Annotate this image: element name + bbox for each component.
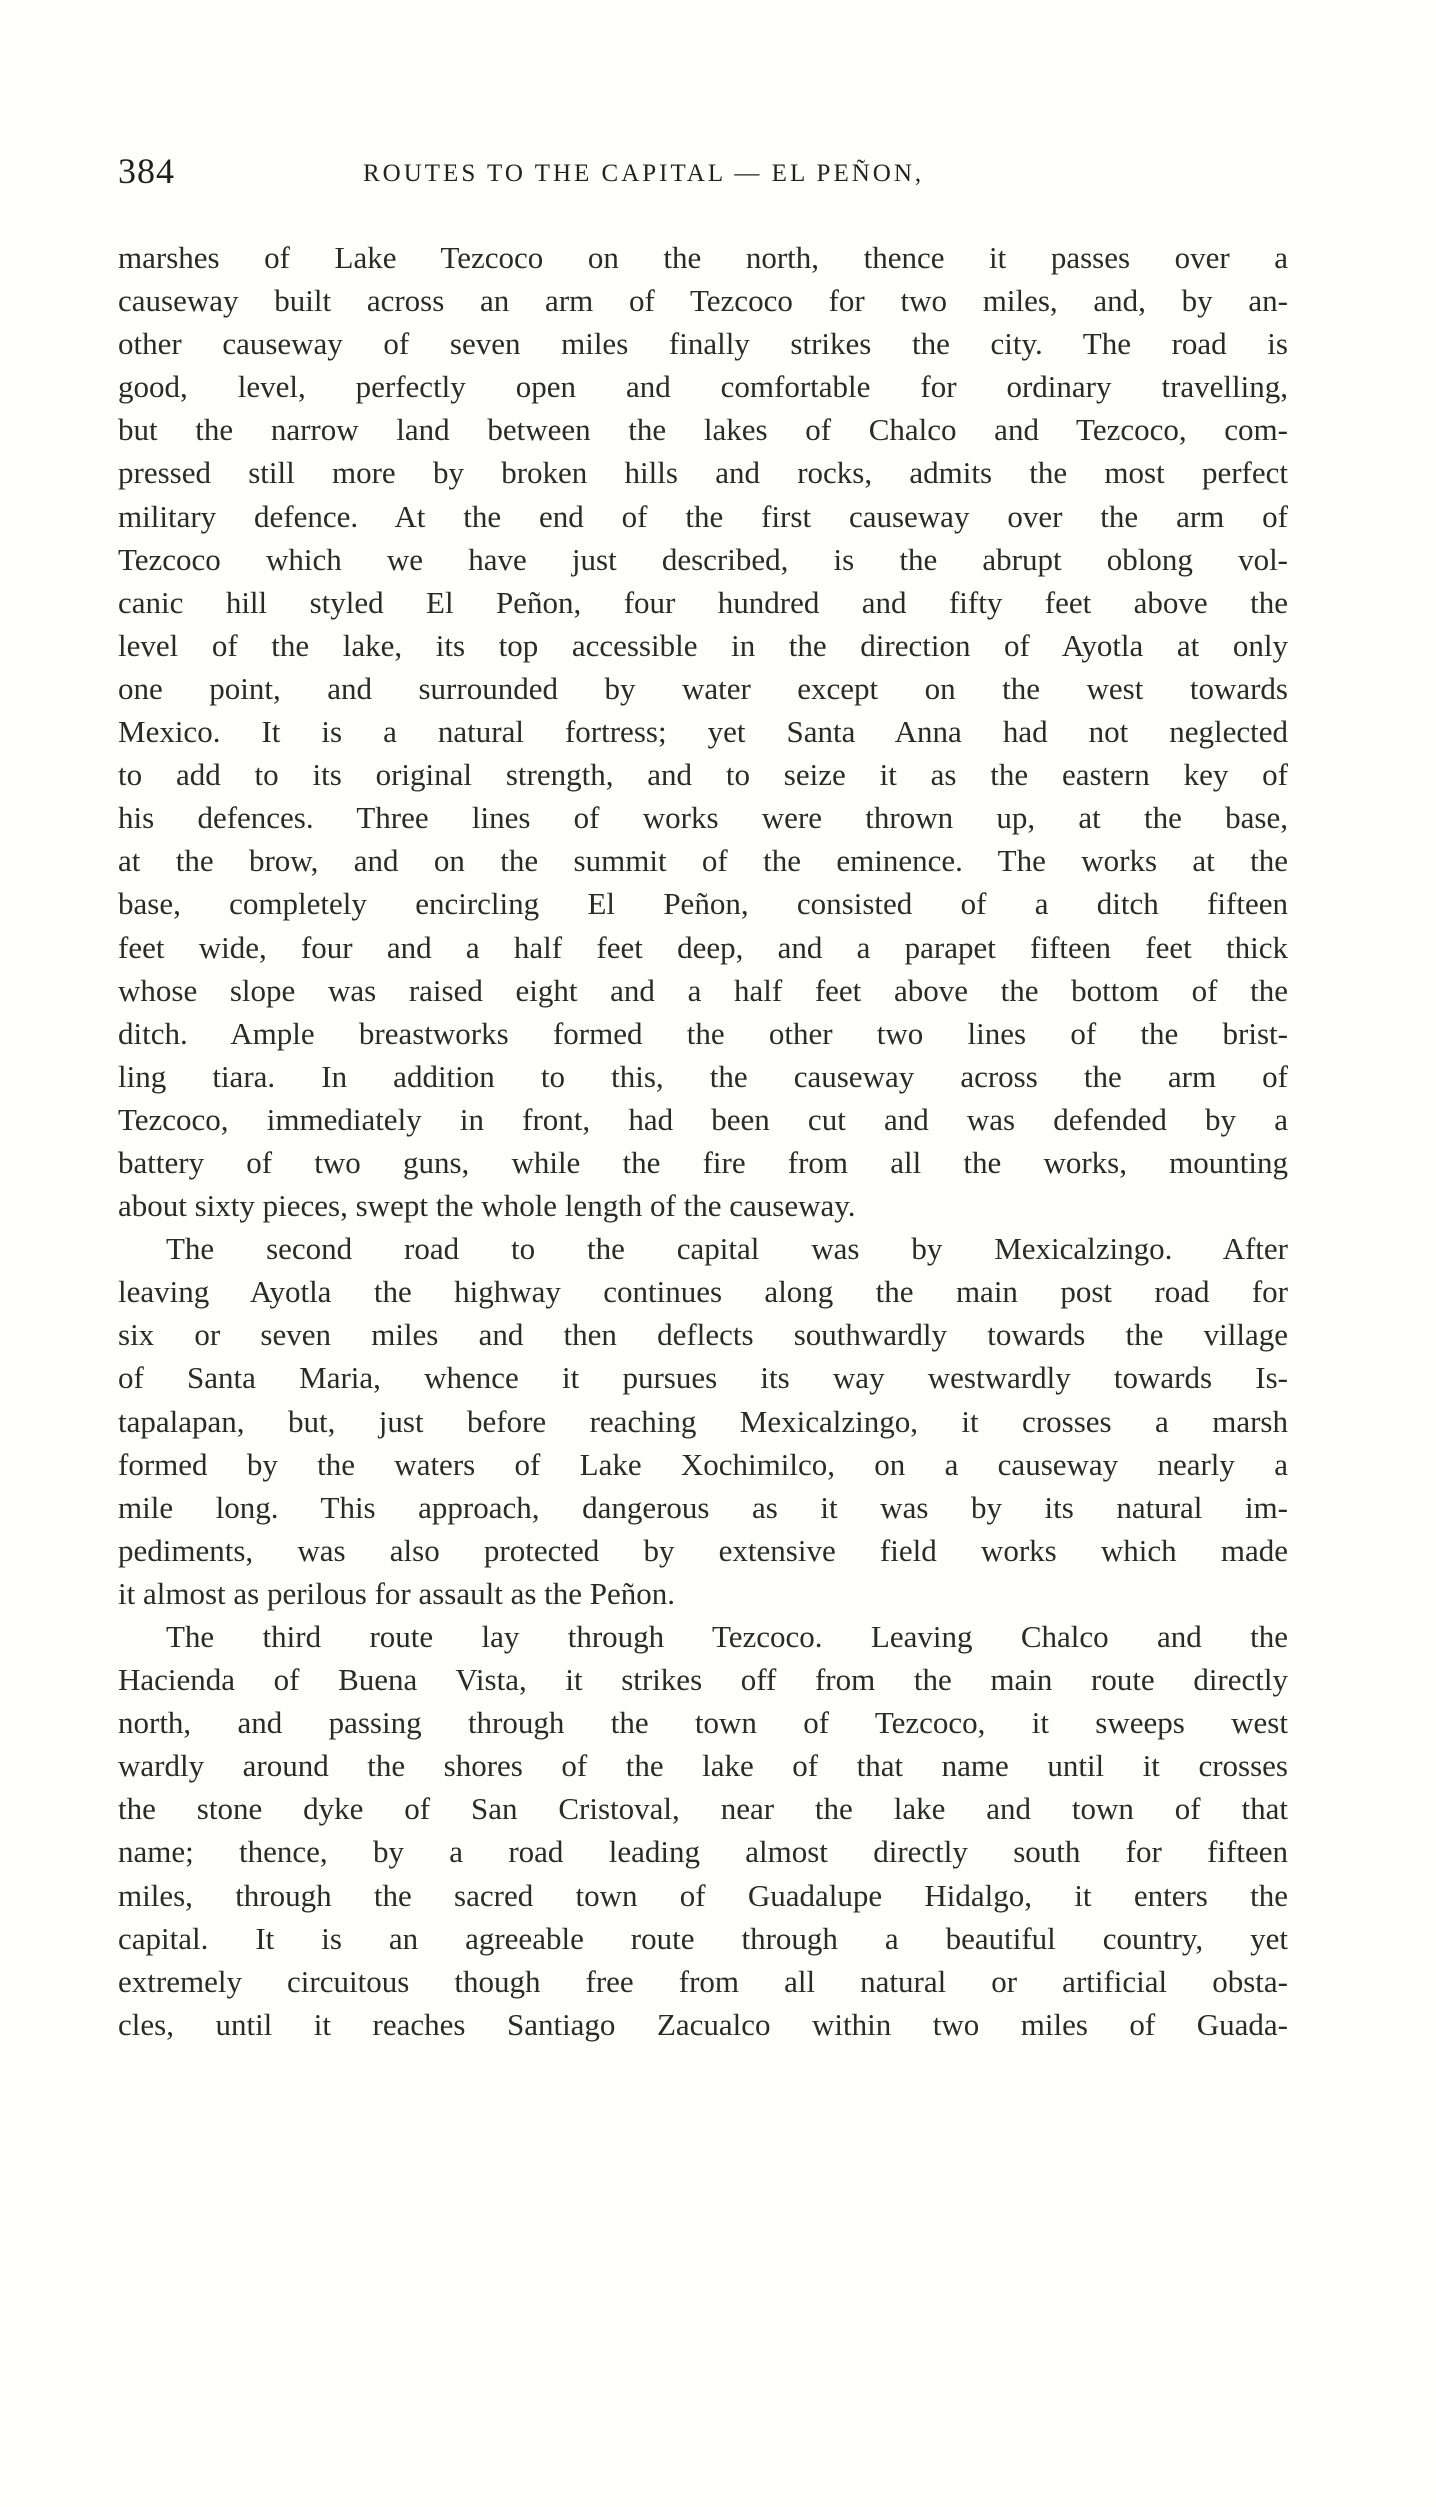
text-line: miles, through the sacred town of Guadalupe Hidalgo, it enters the <box>118 1877 1288 1913</box>
text-line: Tezcoco which we have just described, is the abrupt oblong vol- <box>118 541 1288 577</box>
text-line: extremely circuitous though free from all natural or artificial obsta- <box>118 1963 1288 1999</box>
text-line: mile long. This approach, dangerous as it was by its natural im- <box>118 1489 1288 1525</box>
text-line: ditch. Ample breastworks formed the other two lines of the brist- <box>118 1015 1288 1051</box>
text-line: leaving Ayotla the highway continues along the main post road for <box>118 1274 1288 1310</box>
text-line: it almost as perilous for assault as the Peñon. <box>118 1575 676 1611</box>
text-line: military defence. At the end of the first causeway over the arm of <box>118 498 1288 534</box>
page-number: 384 <box>118 151 175 191</box>
text-line: level of the lake, its top accessible in the direction of Ayotla at only <box>118 627 1288 663</box>
text-line: one point, and surrounded by water except on the west towards <box>118 670 1288 706</box>
page-header <box>118 150 1278 200</box>
text-line: good, level, perfectly open and comfortable for ordinary travelling, <box>118 369 1288 405</box>
text-line: canic hill styled El Peñon, four hundred and fifty feet above the <box>118 584 1288 620</box>
text-line: at the brow, and on the summit of the eminence. The works at the <box>118 843 1288 879</box>
text-line: pressed still more by broken hills and rocks, admits the most perfect <box>118 455 1288 491</box>
text-line: about sixty pieces, swept the whole length of the causeway. <box>118 1188 856 1224</box>
text-line: other causeway of seven miles finally strikes the city. The road is <box>118 326 1288 362</box>
text-line: six or seven miles and then deflects southwardly towards the village <box>118 1317 1288 1353</box>
text-line: cles, until it reaches Santiago Zacualco within two miles of Guada- <box>118 2006 1288 2042</box>
text-line: wardly around the shores of the lake of that name until it crosses <box>118 1748 1288 1784</box>
text-line: base, completely encircling El Peñon, consisted of a ditch fifteen <box>118 886 1288 922</box>
text-line: whose slope was raised eight and a half feet above the bottom of the <box>118 972 1288 1008</box>
text-line: causeway built across an arm of Tezcoco for two miles, and, by an- <box>118 283 1288 319</box>
text-line: Hacienda of Buena Vista, it strikes off from the main route directly <box>118 1662 1288 1698</box>
text-line: of Santa Maria, whence it pursues its way westwardly towards Is- <box>118 1360 1288 1396</box>
text-line: the stone dyke of San Cristoval, near the lake and town of that <box>118 1791 1288 1827</box>
text-line: ling tiara. In addition to this, the causeway across the arm of <box>118 1058 1288 1094</box>
text-line: marshes of Lake Tezcoco on the north, thence it passes over a <box>118 240 1288 275</box>
text-line: The third route lay through Tezcoco. Leaving Chalco and the <box>166 1619 1288 1654</box>
text-line: Tezcoco, immediately in front, had been cut and was defended by a <box>118 1101 1288 1137</box>
text-line: The second road to the capital was by Mexicalzingo. After <box>166 1231 1288 1267</box>
text-line: but the narrow land between the lakes of Chalco and Tezcoco, com- <box>118 412 1288 448</box>
text-line: Mexico. It is a natural fortress; yet Santa Anna had not neglected <box>118 714 1288 750</box>
text-line: north, and passing through the town of Tezcoco, it sweeps west <box>118 1705 1288 1741</box>
running-head: ROUTES TO THE CAPITAL — EL PEÑON, <box>363 160 925 187</box>
text-line: name; thence, by a road leading almost directly south for fifteen <box>118 1834 1288 1870</box>
text-line: tapalapan, but, just before reaching Mexicalzingo, it crosses a marsh <box>118 1403 1288 1439</box>
body-text <box>118 236 1288 2046</box>
text-line: feet wide, four and a half feet deep, and a parapet fifteen feet thick <box>118 929 1288 965</box>
text-line: to add to its original strength, and to seize it as the eastern key of <box>118 757 1288 793</box>
text-line: formed by the waters of Lake Xochimilco, on a causeway nearly a <box>118 1446 1288 1482</box>
text-line: battery of two guns, while the fire from all the works, mounting <box>118 1144 1288 1180</box>
text-line: capital. It is an agreeable route through a beautiful country, yet <box>118 1920 1288 1956</box>
text-line: pediments, was also protected by extensive field works which made <box>118 1532 1288 1568</box>
text-line: his defences. Three lines of works were thrown up, at the base, <box>118 800 1288 836</box>
